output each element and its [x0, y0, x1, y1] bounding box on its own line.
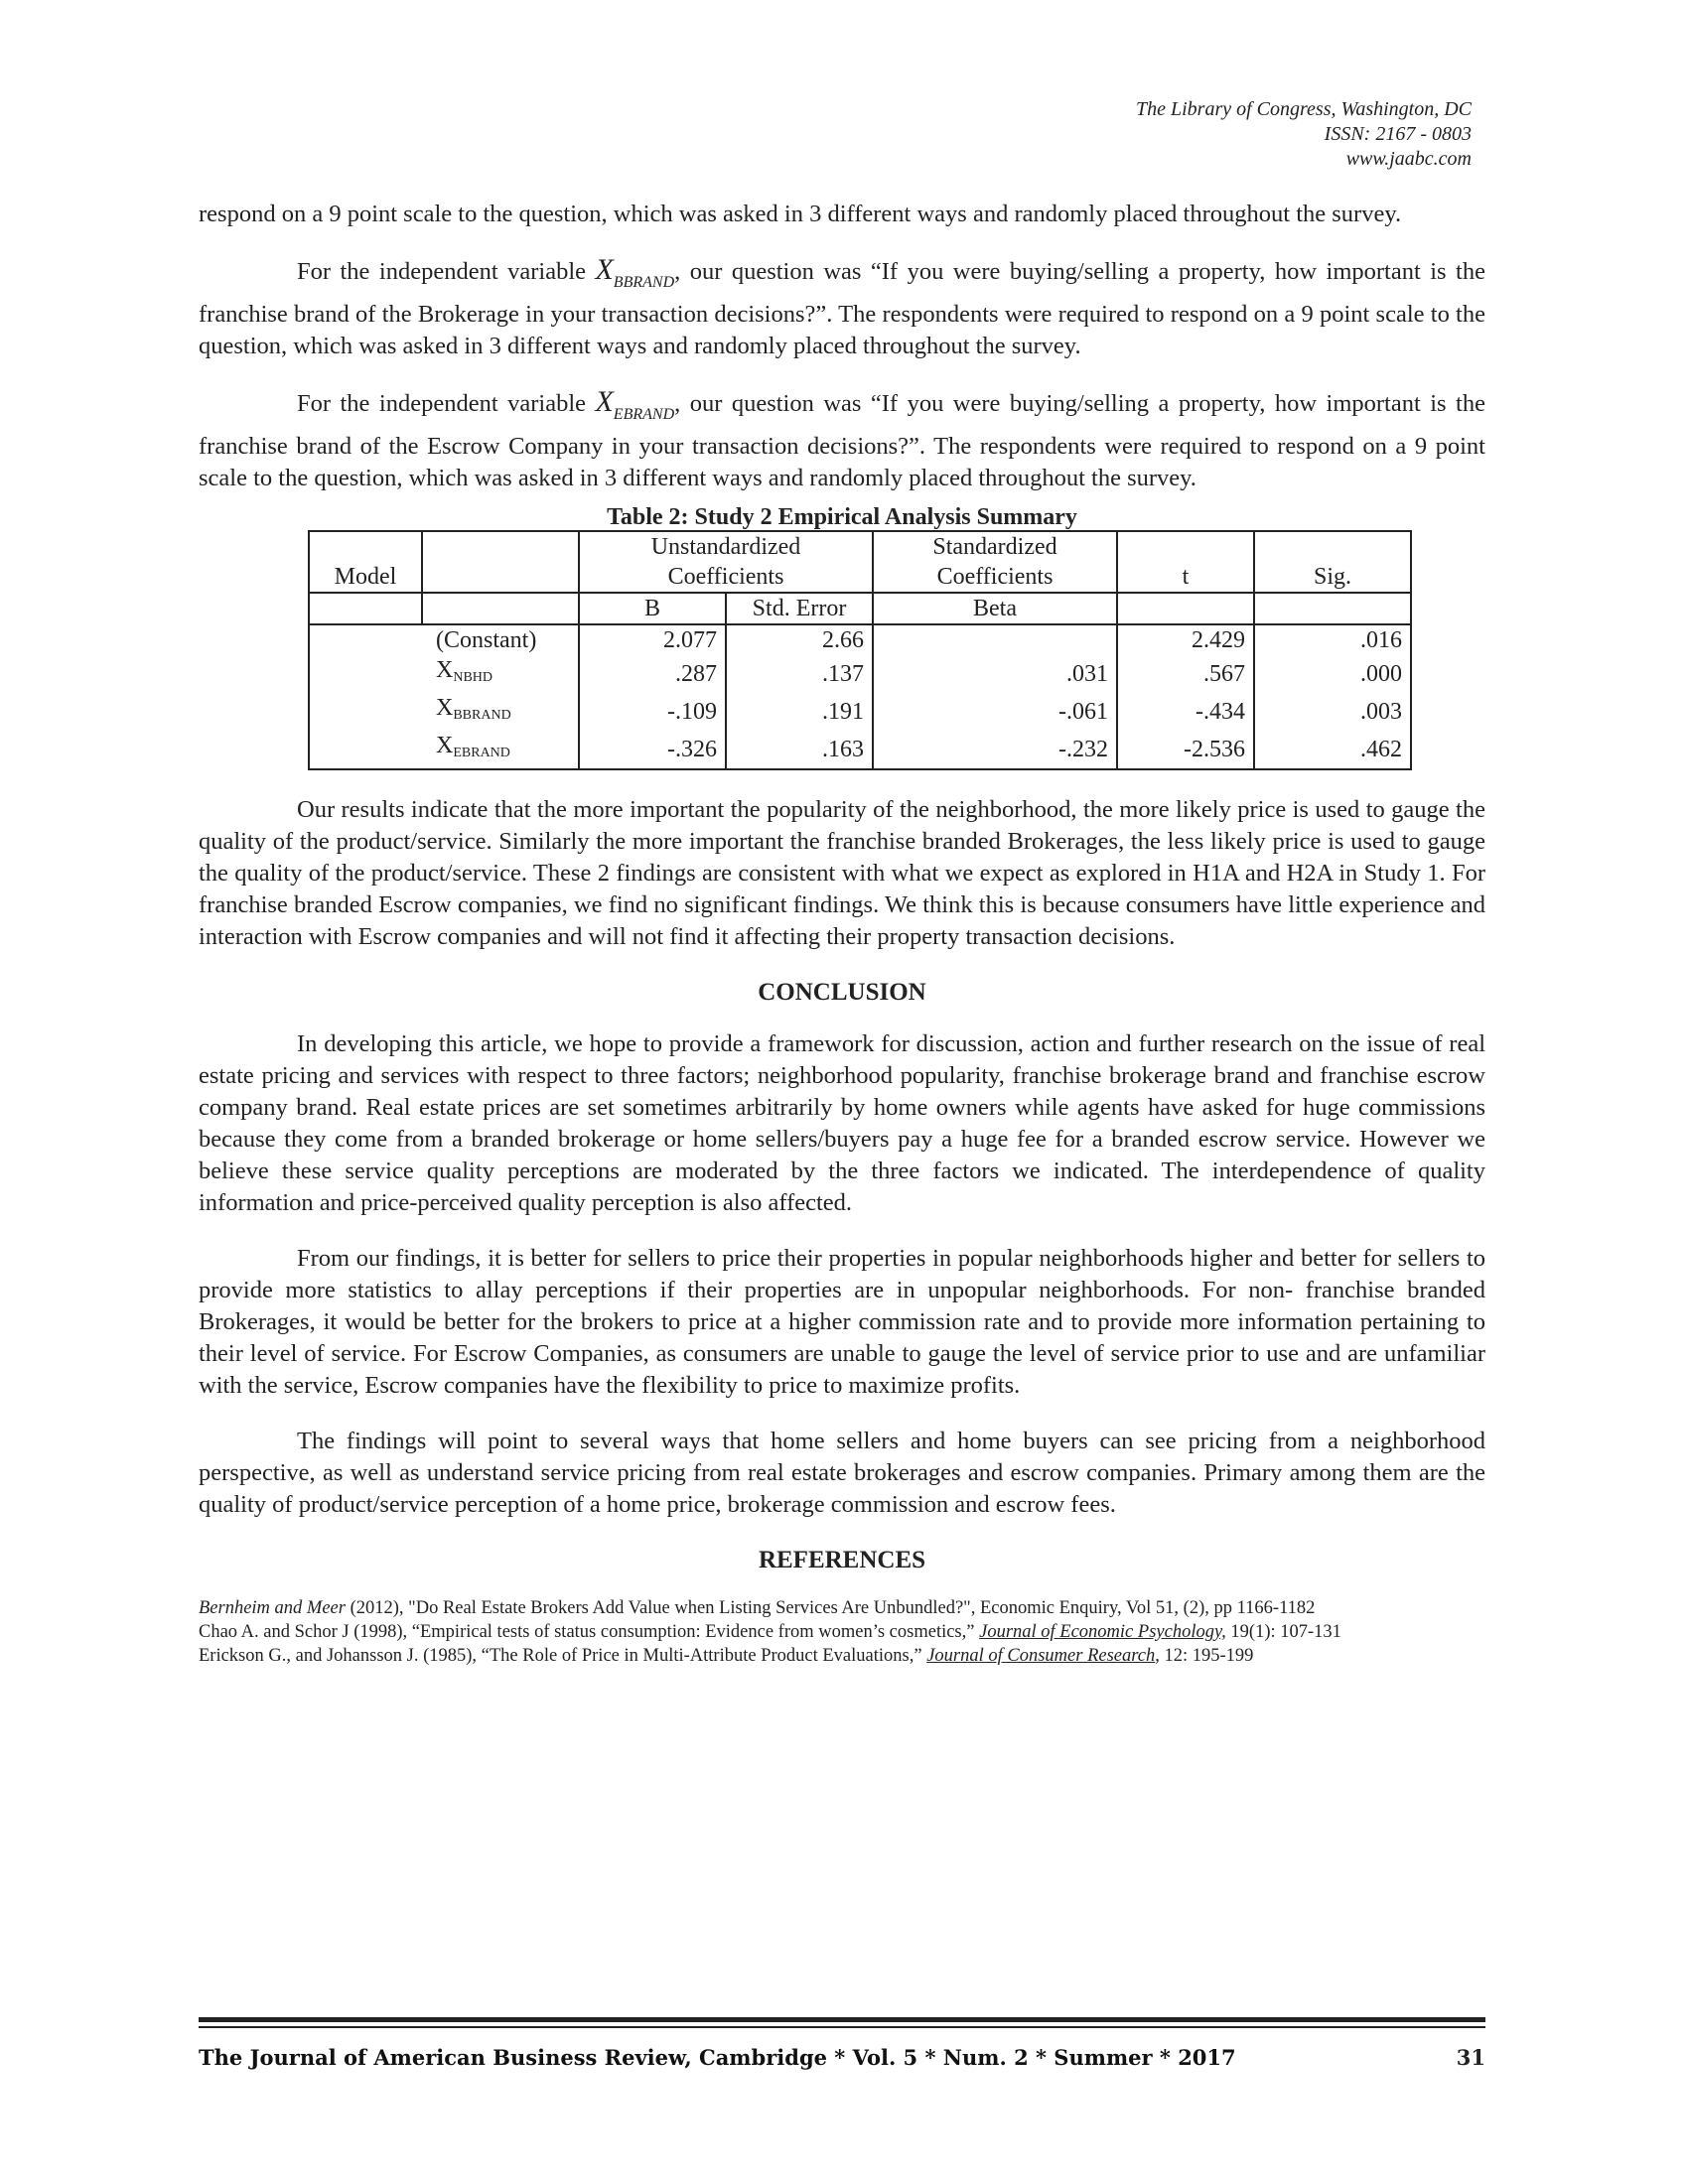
cell-variable [422, 731, 579, 769]
variable-x: X [436, 733, 454, 758]
variable-subscript: BBRAND [613, 274, 675, 291]
footer-rule-thick [199, 2017, 1485, 2022]
reference-journal: Journal of Consumer Research [926, 1646, 1156, 1666]
unstd-line-1: Unstandardized [650, 534, 801, 560]
cell-model [309, 731, 422, 769]
std-line-1: Standardized [932, 534, 1057, 560]
cell-b: .287 [579, 655, 726, 693]
table-caption: Table 2: Study 2 Empirical Analysis Summary [607, 504, 1077, 530]
p3-lead: For the independent variable [297, 390, 596, 417]
reference-item [199, 1620, 1485, 1644]
cell-beta: -.232 [873, 731, 1117, 769]
cell-std-error: .191 [726, 693, 873, 731]
reference-text: (2012), "Do Real Estate Brokers Add Value when Listing Services Are Unbundled?", Economic Enquiry, Vol 51, (2), pp 1166-1182 [345, 1598, 1316, 1618]
cell-model [309, 655, 422, 693]
regression-table [308, 530, 1412, 770]
cell-sig: .000 [1254, 655, 1411, 693]
paragraph-1: respond on a 9 point scale to the question, which was asked in 3 different ways and randomly placed throughout the survey. [199, 201, 1402, 227]
reference-text: Erickson G., and Johansson J. (1985), “The Role of Price in Multi-Attribute Product Evaluations,” [199, 1646, 927, 1666]
header-line-1: The Library of Congress, Washington, DC [1135, 98, 1472, 120]
reference-text: Chao A. and Schor J (1998), “Empirical tests of status consumption: Evidence from women’s cosmetics,” [199, 1622, 980, 1642]
p2-lead: For the independent variable [297, 258, 596, 285]
cell-sig: .462 [1254, 731, 1411, 769]
reference-item [199, 1644, 1485, 1668]
cell-sig: .016 [1254, 624, 1411, 655]
references-heading: REFERENCES [758, 1547, 926, 1573]
running-header [1136, 97, 1472, 172]
cell-beta [873, 624, 1117, 655]
col-header-sig: Sig. [1254, 531, 1411, 593]
cell-model [309, 624, 422, 655]
p3-text: , our question was “If you were buying/selling a property, how important is the franchise brand of the Escrow Company in your transaction decisions?”. The respondents were required to respond on a 9 point scale to the question, which was asked in 3 different ways and randomly placed throughout the survey. [199, 390, 1485, 491]
cell-t: .567 [1117, 655, 1254, 693]
paragraph-results: Our results indicate that the more important the popularity of the neighborhood, the more likely price is used to gauge the quality of the product/service. Similarly the more important the franchise branded Brokerages, the less likely price is used to gauge the quality of the product/service. These 2 findings are consistent with what we expect as explored in H1A and H2A in Study 1. For franchise branded Escrow companies, we find no significant findings. We think this is because consumers have little experience and interaction with Escrow companies and will not find it affecting their property transaction decisions. [199, 796, 1485, 950]
col-header-standardized [873, 531, 1117, 593]
paragraph-3 [199, 386, 1485, 494]
col-header-model: Model [309, 531, 422, 593]
p2-text: , our question was “If you were buying/selling a property, how important is the franchise brand of the Brokerage in your transaction decisions?”. The respondents were required to respond on a 9 point scale to the question, which was asked in 3 different ways and randomly placed throughout the survey. [199, 258, 1485, 359]
cell-b: -.326 [579, 731, 726, 769]
cell-t: -.434 [1117, 693, 1254, 731]
cell-t: 2.429 [1117, 624, 1254, 655]
cell-std-error: 2.66 [726, 624, 873, 655]
cell-b: 2.077 [579, 624, 726, 655]
cell-beta: .031 [873, 655, 1117, 693]
header-line-3: www.jaabc.com [1345, 148, 1472, 170]
paragraph-2 [199, 254, 1485, 362]
cell-variable: (Constant) [436, 627, 537, 653]
variable-x: X [595, 253, 614, 286]
cell-variable [422, 655, 579, 693]
std-line-2: Coefficients [936, 564, 1054, 590]
variable-subscript: BBRAND [453, 708, 511, 723]
table-row [309, 693, 1411, 731]
cell-variable [422, 693, 579, 731]
reference-list [199, 1596, 1485, 1668]
footer-rule-thin [199, 2026, 1485, 2028]
cell-model [309, 693, 422, 731]
reference-tail: 19(1): 107-131 [1225, 1622, 1341, 1642]
header-line-2: ISSN: 2167 - 0803 [1324, 123, 1472, 145]
table-row [309, 731, 1411, 769]
footer-journal: The Journal of American Business Review, Cambridge * Vol. 5 * Num. 2 * Summer * 2017 [199, 2045, 1236, 2070]
variable-x: X [436, 695, 454, 721]
col-header-beta: Beta [873, 593, 1117, 624]
variable-x: X [595, 385, 614, 418]
variable-subscript: EBRAND [613, 406, 675, 423]
cell-t: -2.536 [1117, 731, 1254, 769]
reference-tail: , 12: 195-199 [1155, 1646, 1254, 1666]
conclusion-paragraph-2: From our findings, it is better for sellers to price their properties in popular neighborhoods higher and better for sellers to provide more statistics to allay perceptions if their properties are in unpopular neighborhoods. For non- franchise branded Brokerages, it would be better for the brokers to price at a higher commission rate and to provide more information pertaining to their level of service. For Escrow Companies, as consumers are unable to gauge the level of service prior to use and are unfamiliar with the service, Escrow companies have the flexibility to price to maximize profits. [199, 1245, 1485, 1399]
variable-subscript: EBRAND [453, 746, 510, 760]
table-row [309, 655, 1411, 693]
conclusion-heading: CONCLUSION [758, 979, 926, 1006]
col-header-b: B [579, 593, 726, 624]
reference-author: Bernheim and Meer [199, 1598, 346, 1618]
table-row [309, 624, 1411, 655]
cell-sig: .003 [1254, 693, 1411, 731]
unstd-line-2: Coefficients [667, 564, 784, 590]
col-header-unstandardized [579, 531, 873, 593]
main-content [199, 199, 1485, 1668]
cell-beta: -.061 [873, 693, 1117, 731]
cell-std-error: .137 [726, 655, 873, 693]
variable-subscript: NBHD [453, 670, 493, 685]
conclusion-paragraph-1: In developing this article, we hope to provide a framework for discussion, action and further research on the issue of real estate pricing and services with respect to three factors; neighborhood popularity, franchise brokerage brand and franchise escrow company brand. Real estate prices are set sometimes arbitrarily by home owners while agents have asked for huge commissions because they come from a branded brokerage or home sellers/buyers pay a huge fee for a branded escrow service. However we believe these service quality perceptions are moderated by the three factors we indicated. The interdependence of quality information and price-perceived quality perception is also affected. [199, 1030, 1485, 1216]
reference-journal: Journal of Economic Psychology, [979, 1622, 1226, 1642]
cell-std-error: .163 [726, 731, 873, 769]
cell-b: -.109 [579, 693, 726, 731]
variable-x: X [436, 657, 454, 683]
reference-item [199, 1596, 1485, 1620]
conclusion-paragraph-3: The findings will point to several ways that home sellers and home buyers can see pricing from a neighborhood perspective, as well as understand service pricing from real estate brokerages and escrow companies. Primary among them are the quality of product/service perception of a home price, brokerage commission and escrow fees. [199, 1428, 1485, 1518]
page-number: 31 [1456, 2045, 1485, 2070]
col-header-std-error: Std. Error [726, 593, 873, 624]
col-header-t: t [1117, 531, 1254, 593]
